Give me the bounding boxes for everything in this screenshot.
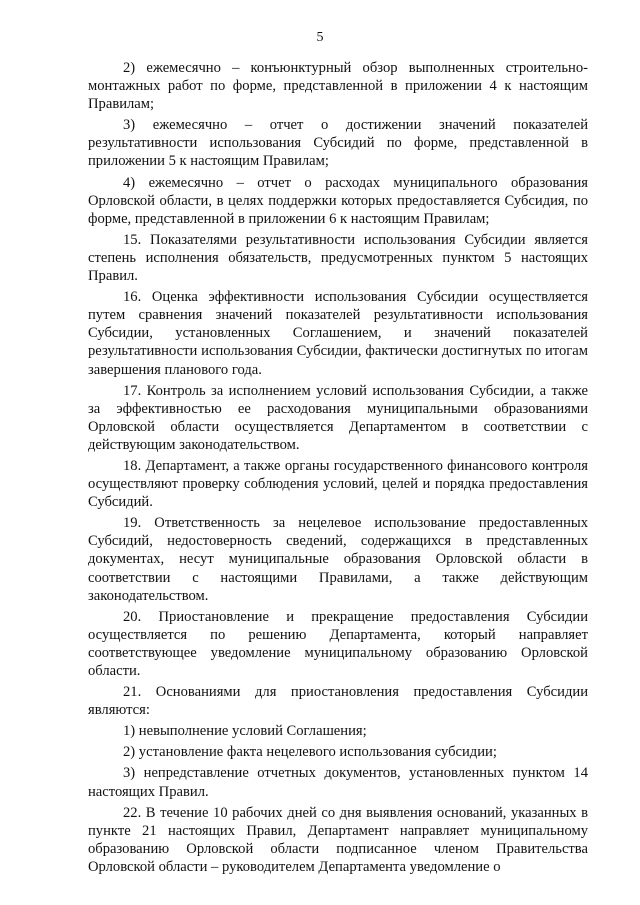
paragraph-item-4: 4) ежемесячно – отчет о расходах муниципального образования Орловской области, в целях поддержки которых предоставляется Субсидия, по форме, представленной в приложении 6 к настоящим Правилам; <box>88 174 588 227</box>
paragraph-21: 21. Основаниями для приостановления предоставления Субсидии являются: <box>88 684 588 719</box>
paragraph-item-3: 3) ежемесячно – отчет о достижении значений показателей результативности использования Субсидий по форме, представленной в приложении 5 к настоящим Правилам; <box>88 117 588 170</box>
paragraph-22: 22. В течение 10 рабочих дней со дня выявления оснований, указанных в пункте 21 настоящих Правил, Департамент направляет муниципальному образованию Орловской области подписанное членом Правительства Орловской области – руководителем Департамента уведомление о <box>88 804 588 875</box>
paragraph-21-item-3: 3) непредставление отчетных документов, установленных пунктом 14 настоящих Правил. <box>88 765 588 800</box>
paragraph-21-item-2: 2) установление факта нецелевого использования субсидии; <box>123 744 497 761</box>
paragraph-17: 17. Контроль за исполнением условий использования Субсидии, а также за эффективностью ее расходования муниципальными образованиями Орловской области осуществляется Департаментом в соответствии с действующим законодательством. <box>88 382 588 453</box>
paragraph-15: 15. Показателями результативности использования Субсидии является степень исполнения обязательств, предусмотренных пунктом 5 настоящих Правил. <box>88 231 588 285</box>
paragraph-item-2: 2) ежемесячно – конъюнктурный обзор выполненных строительно-монтажных работ по форме, представленной в приложении 4 к настоящим Правилам; <box>88 60 588 113</box>
paragraph-16: 16. Оценка эффективности использования Субсидии осуществляется путем сравнения значений показателей результативности использования Субсидии, установленных Соглашением, и значений показателей результативности использования Субсидии, фактически достигнутых по итогам завершения планового года. <box>88 289 588 378</box>
paragraph-21-item-1: 1) невыполнение условий Соглашения; <box>123 723 367 740</box>
paragraph-18: 18. Департамент, а также органы государственного финансового контроля осуществляют проверку соблюдения условий, целей и порядка предоставления Субсидий. <box>88 457 588 511</box>
page-number: 5 <box>316 30 324 45</box>
paragraph-20: 20. Приостановление и прекращение предоставления Субсидии осуществляется по решению Департамента, который направляет соответствующее уведомление муниципальному образованию Орловской области. <box>88 608 588 679</box>
document-body <box>88 59 588 876</box>
paragraph-19: 19. Ответственность за нецелевое использование предоставленных Субсидий, недостоверность сведений, содержащихся в представленных документах, несут муниципальные образования Орловской области в соответствии с настоящими Правилами, а также действующим законодательством. <box>88 515 588 604</box>
